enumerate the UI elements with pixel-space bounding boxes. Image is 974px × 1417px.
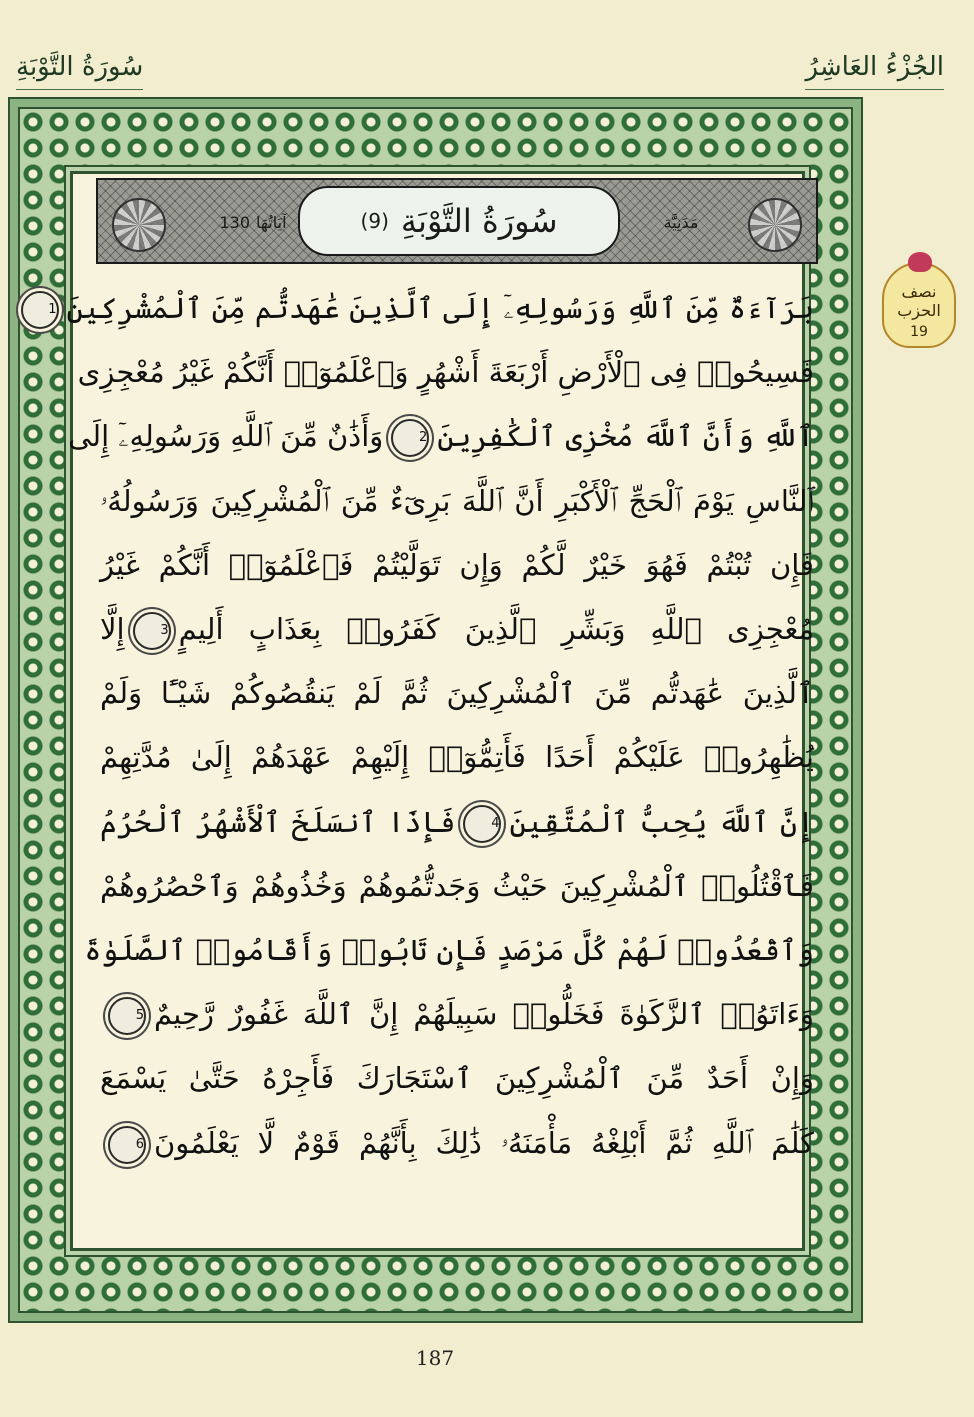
verse-text: يُظَٰهِرُوا۟ عَلَيْكُمْ أَحَدًا فَأَتِمُّوٓا۟ إِلَيْهِمْ عَهْدَهُمْ إِلَىٰ مُدَّتِهِمْ bbox=[100, 740, 814, 775]
verse-text: ٱلَّذِينَ عَٰهَدتُّم مِّنَ ٱلْمُشْرِكِينَ ثُمَّ لَمْ يَنقُصُوكُمْ شَيْـًٔا وَلَمْ bbox=[100, 676, 814, 711]
hizb-label: نصف الحزب bbox=[897, 282, 941, 320]
verse-text: وَإِنْ أَحَدٌ مِّنَ ٱلْمُشْرِكِينَ ٱسْتَجَارَكَ فَأَجِرْهُ حَتَّىٰ يَسْمَعَ bbox=[100, 1061, 814, 1096]
surah-number: (9) bbox=[360, 209, 389, 233]
verse-text: بَرَآءَةٌ مِّنَ ٱللَّهِ وَرَسُولِهِۦٓ إِلَى ٱلَّذِينَ عَٰهَدتُّم مِّنَ ٱلْمُشْرِكِينَ bbox=[66, 291, 814, 325]
ayah-marker-icon: 2 bbox=[391, 419, 429, 457]
verse-text: فَٱقْتُلُوا۟ ٱلْمُشْرِكِينَ حَيْثُ وَجَدتُّمُوهُمْ وَخُذُوهُمْ وَٱحْصُرُوهُمْ bbox=[100, 868, 814, 903]
verse-line bbox=[96, 533, 818, 597]
ayat-label: آيَاتُهَا bbox=[256, 212, 287, 232]
verse-line bbox=[96, 982, 818, 1046]
verse-line bbox=[96, 854, 818, 918]
verse-line bbox=[96, 661, 818, 725]
verse-text: مُعْجِزِى ٱللَّهِ وَبَشِّرِ ٱلَّذِينَ كَفَرُوا۟ بِعَذَابٍ أَلِيمٍ bbox=[178, 612, 814, 646]
verse-line bbox=[84, 918, 818, 982]
ayah-marker-icon: 6 bbox=[108, 1126, 146, 1164]
verse-line bbox=[96, 597, 818, 661]
verse-text: كَلَٰمَ ٱللَّهِ ثُمَّ أَبْلِغْهُ مَأْمَنَهُۥ ذَٰلِكَ بِأَنَّهُمْ قَوْمٌ لَّا يَعْلَمُونَ bbox=[154, 1125, 814, 1160]
surah-title-box bbox=[298, 186, 620, 256]
hizb-number: 19 bbox=[910, 324, 928, 340]
surah-banner bbox=[96, 178, 818, 264]
surah-running-title: سُورَةُ التَّوْبَةِ bbox=[16, 52, 143, 92]
verse-line bbox=[68, 404, 818, 468]
page-number: 187 bbox=[415, 1346, 455, 1370]
quran-text bbox=[48, 276, 818, 1276]
verse-line bbox=[96, 790, 818, 854]
ayat-count: 130 bbox=[219, 212, 251, 232]
hizb-marker bbox=[882, 262, 956, 348]
verse-text: إِنَّ ٱللَّهَ يُحِبُّ ٱلْمُتَّقِينَ bbox=[509, 804, 814, 839]
revelation-type: مَدَنِيَّة bbox=[663, 212, 699, 232]
verse-text-continuation: فَإِذَا ٱنسَلَخَ ٱلْأَشْهُرُ ٱلْحُرُمُ bbox=[100, 804, 456, 839]
verse-line bbox=[96, 1046, 818, 1110]
verse-text: فَإِن تُبْتُمْ فَهُوَ خَيْرٌ لَّكُمْ وَإِن تَوَلَّيْتُمْ فَٱعْلَمُوٓا۟ أَنَّكُمْ غَيْرُ bbox=[100, 547, 814, 582]
verse-text: وَءَاتَوُا۟ ٱلزَّكَوٰةَ فَخَلُّوا۟ سَبِيلَهُمْ إِنَّ ٱللَّهَ غَفُورٌ رَّحِيمٌ bbox=[154, 997, 814, 1032]
verse-text: وَٱقْعُدُوا۟ لَهُمْ كُلَّ مَرْصَدٍ فَإِن تَابُوا۟ وَأَقَامُوا۟ ٱلصَّلَوٰةَ bbox=[84, 933, 814, 967]
rosette-icon bbox=[908, 252, 932, 272]
ayat-info bbox=[178, 202, 328, 242]
ayah-marker-icon: 5 bbox=[108, 997, 146, 1035]
knot-ornament-icon bbox=[112, 198, 166, 252]
verse-line bbox=[48, 276, 818, 340]
ayah-marker-icon: 1 bbox=[21, 291, 59, 329]
verse-text-continuation: وَأَذَٰنٌ مِّنَ ٱللَّهِ وَرَسُولِهِۦٓ إِلَى bbox=[68, 419, 384, 454]
verse-text: فَسِيحُوا۟ فِى ٱلْأَرْضِ أَرْبَعَةَ أَشْهُرٍ وَٱعْلَمُوٓا۟ أَنَّكُمْ غَيْرُ مُعْجِزِى bbox=[77, 355, 814, 390]
verse-text-continuation: إِلَّا bbox=[100, 612, 125, 646]
verse-text: ٱلنَّاسِ يَوْمَ ٱلْحَجِّ ٱلْأَكْبَرِ أَنَّ ٱللَّهَ بَرِىٓءٌ مِّنَ ٱلْمُشْرِكِينَ وَرَسُولُهُۥ bbox=[100, 483, 814, 518]
verse-line bbox=[77, 340, 818, 404]
verse-line bbox=[96, 469, 818, 533]
verse-text: ٱللَّهِ وَأَنَّ ٱللَّهَ مُخْزِى ٱلْكَٰفِرِينَ bbox=[437, 419, 814, 454]
ayah-marker-icon: 3 bbox=[133, 612, 171, 650]
juz-title: الجُزْءُ العَاشِرُ bbox=[805, 52, 944, 92]
verse-line bbox=[96, 725, 818, 789]
knot-ornament-icon bbox=[748, 198, 802, 252]
verse-line bbox=[96, 1111, 818, 1175]
surah-name: سُورَةُ التَّوْبَةِ bbox=[400, 202, 558, 240]
ayah-marker-icon: 4 bbox=[463, 805, 501, 843]
